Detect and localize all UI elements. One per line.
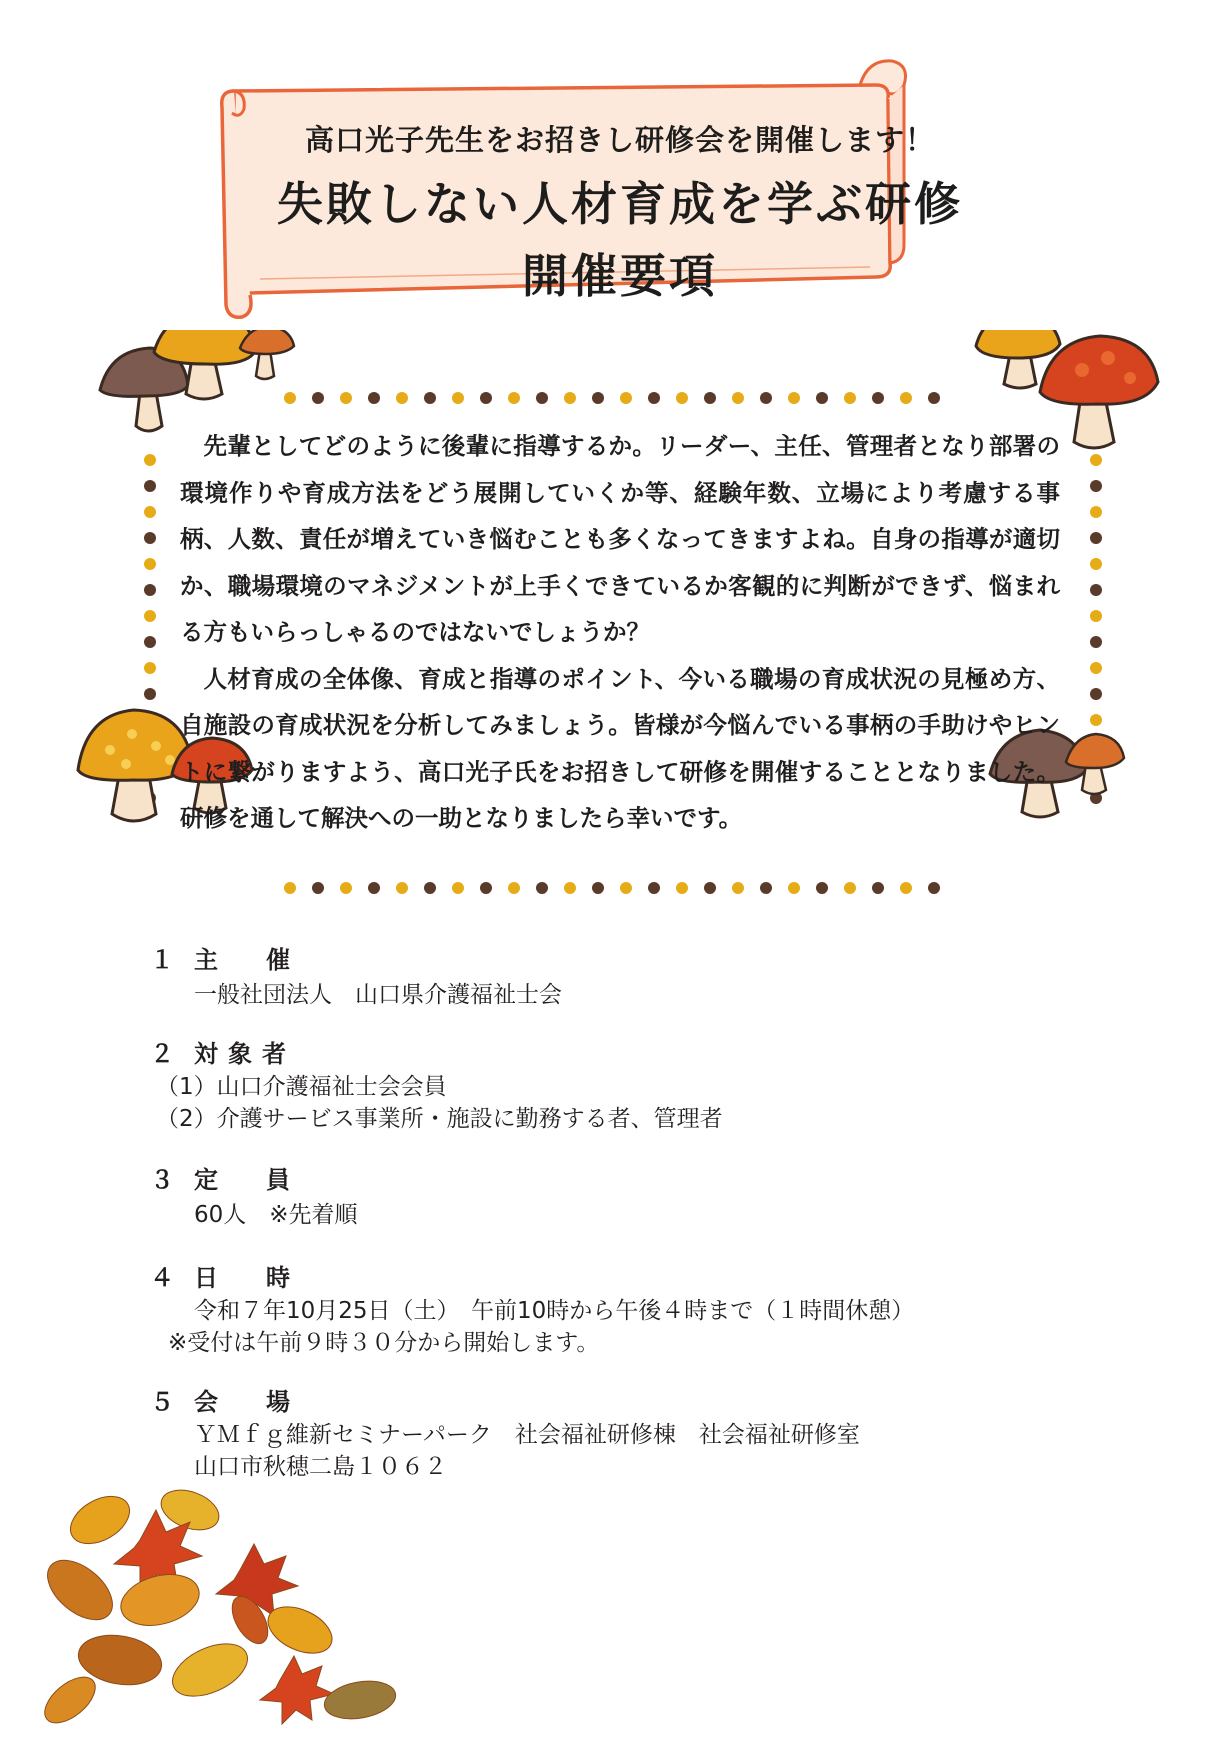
border-dot: [900, 882, 912, 894]
section-number: ３: [150, 1166, 174, 1194]
section-number: ４: [150, 1264, 174, 1292]
section-heading: [150, 940, 338, 975]
border-dot: [144, 454, 156, 466]
border-dot: [564, 392, 576, 404]
border-dot: [1090, 662, 1102, 674]
border-dot: [816, 882, 828, 894]
border-dot: [480, 392, 492, 404]
border-dot: [1090, 558, 1102, 570]
border-dot: [1090, 454, 1102, 466]
border-dot: [536, 392, 548, 404]
border-dot: [704, 392, 716, 404]
border-dot: [760, 882, 772, 894]
autumn-leaves-icon: [40, 1480, 440, 1730]
section-line: 60人 ※先着順: [194, 1202, 358, 1228]
border-dot: [788, 392, 800, 404]
section-title: 会場: [194, 1388, 338, 1416]
border-dot: [592, 392, 604, 404]
border-dot: [1090, 688, 1102, 700]
border-dot: [760, 392, 772, 404]
border-dot: [676, 392, 688, 404]
section-number: ５: [150, 1388, 174, 1416]
border-dot: [508, 392, 520, 404]
border-dot: [900, 392, 912, 404]
page-title-line1: 失敗しない人材育成を学ぶ研修: [277, 177, 963, 231]
border-dot: [1090, 714, 1102, 726]
intro-paragraph: 人材育成の全体像、育成と指導のポイント、今いる職場の育成状況の見極め方、自施設の育成状況を分析してみましょう。皆様が今悩んでいる事柄の手助けやヒントに繋がりますよう、高口光子氏をお招きして研修を開催することとなりました。研修を通して解決への一助となりましたら幸いです。: [180, 664, 1060, 832]
border-dot: [872, 392, 884, 404]
banner-subtitle: 高口光子先生をお招きし研修会を開催します！: [304, 123, 935, 157]
intro-paragraph: 先輩としてどのように後輩に指導するか。リーダー、主任、管理者となり部署の環境作りや育成方法をどう展開していくか等、経験年数、立場により考慮する事柄、人数、責任が増えていき悩むことも多くなってきますよね。自身の指導が適切か、職場環境のマネジメントが上手くできているか客観的に判断ができず、悩まれる方もいらっしゃるのではないでしょうか？: [180, 432, 1060, 646]
border-dot: [816, 392, 828, 404]
border-dot: [928, 882, 940, 894]
border-dot: [1090, 610, 1102, 622]
section-number: ２: [150, 1040, 174, 1068]
border-dot: [452, 882, 464, 894]
border-dot: [144, 636, 156, 648]
border-dot: [480, 882, 492, 894]
section-title: 対象者: [194, 1040, 296, 1068]
border-dot: [536, 882, 548, 894]
border-dot: [396, 882, 408, 894]
border-dot: [144, 584, 156, 596]
border-dot: [1090, 480, 1102, 492]
border-dot: [424, 882, 436, 894]
border-dot: [452, 392, 464, 404]
border-dot: [620, 392, 632, 404]
section-heading: [150, 1382, 338, 1417]
border-dot: [1090, 532, 1102, 544]
border-dot: [284, 882, 296, 894]
border-dot: [424, 392, 436, 404]
title-banner: [220, 55, 1020, 355]
border-dot: [144, 558, 156, 570]
section-line: 山口市秋穂二島１０６２: [194, 1454, 447, 1480]
border-dot: [340, 882, 352, 894]
border-dot: [620, 882, 632, 894]
section-heading: [150, 1160, 338, 1195]
border-dot: [508, 882, 520, 894]
border-dot: [928, 392, 940, 404]
border-dot: [564, 882, 576, 894]
border-dot: [648, 882, 660, 894]
border-dot: [368, 882, 380, 894]
section-line: （1）山口介護福祉士会会員: [156, 1074, 447, 1100]
border-dot: [592, 882, 604, 894]
intro-box: [0, 330, 1231, 930]
section-title: 定員: [194, 1166, 338, 1194]
border-dot: [340, 392, 352, 404]
section-heading: [150, 1258, 338, 1293]
border-dot: [872, 882, 884, 894]
border-dot: [648, 392, 660, 404]
border-dot: [284, 392, 296, 404]
section-number: １: [150, 946, 174, 974]
border-dot: [368, 392, 380, 404]
border-dot: [732, 392, 744, 404]
border-dot: [144, 506, 156, 518]
border-dot: [144, 532, 156, 544]
border-dot: [312, 392, 324, 404]
border-dot: [1090, 584, 1102, 596]
section-line: 令和７年10月25日（土） 午前10時から午後４時まで（１時間休憩）: [194, 1298, 915, 1324]
section-line: ※受付は午前９時３０分から開始します。: [168, 1330, 600, 1356]
border-dot: [144, 480, 156, 492]
border-dot: [844, 882, 856, 894]
border-dot: [144, 610, 156, 622]
border-dot: [1090, 506, 1102, 518]
border-dot: [144, 662, 156, 674]
section-line: 一般社団法人 山口県介護福祉士会: [194, 982, 562, 1008]
border-dot: [1090, 636, 1102, 648]
section-line: （2）介護サービス事業所・施設に勤務する者、管理者: [156, 1106, 723, 1132]
border-dot: [676, 882, 688, 894]
section-title: 日時: [194, 1264, 338, 1292]
border-dot: [704, 882, 716, 894]
section-heading: [150, 1034, 296, 1069]
border-dot: [788, 882, 800, 894]
border-dot: [312, 882, 324, 894]
border-dot: [844, 392, 856, 404]
intro-text: [180, 423, 1060, 842]
border-dot: [732, 882, 744, 894]
border-dot: [144, 688, 156, 700]
section-line: ＹＭｆｇ維新セミナーパーク 社会福祉研修棟 社会福祉研修室: [194, 1422, 860, 1448]
border-dot: [396, 392, 408, 404]
section-title: 主催: [194, 946, 338, 974]
page-title-line2: 開催要項: [522, 249, 718, 303]
